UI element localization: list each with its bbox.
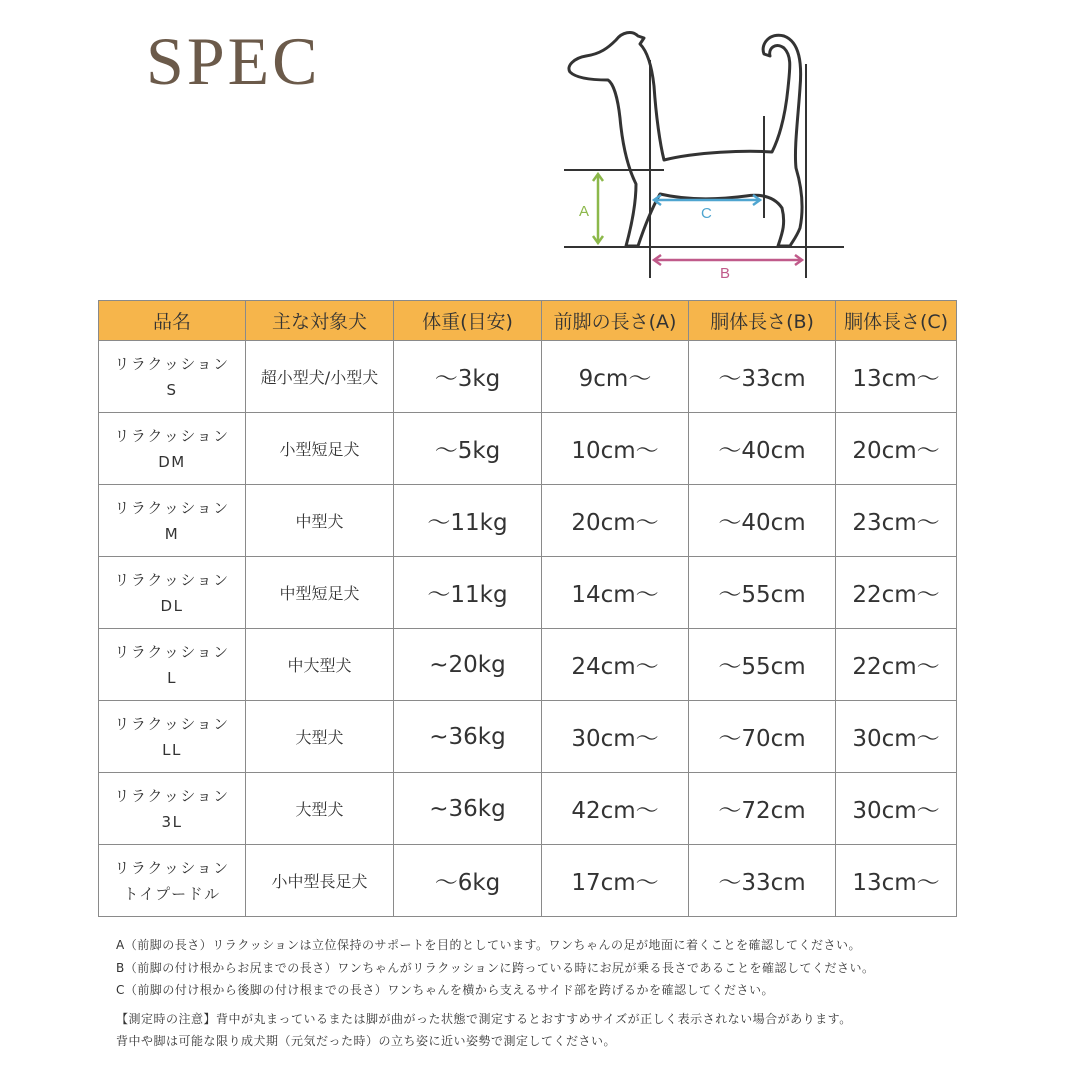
table-row xyxy=(99,629,957,701)
weight-cell: ~20kg xyxy=(394,629,542,701)
weight-cell: ～6kg xyxy=(394,845,542,917)
body-b-cell: ～70cm xyxy=(689,701,836,773)
target-dog-cell: 中型短足犬 xyxy=(246,557,394,629)
front-leg-cell: 42cm～ xyxy=(542,773,689,845)
weight-cell: ～5kg xyxy=(394,413,542,485)
caution-line-1: 【測定時の注意】背中が丸まっているまたは脚が曲がった状態で測定するとおすすめサイズが正しく表示されない場合があります。 xyxy=(116,1011,852,1026)
table-row xyxy=(99,557,957,629)
dog-silhouette-icon xyxy=(569,33,802,246)
table-row xyxy=(99,485,957,557)
body-c-cell: 13cm～ xyxy=(836,341,957,413)
product-name-cell: リラクッション LL xyxy=(99,701,246,773)
target-dog-cell: 中型犬 xyxy=(246,485,394,557)
note-a: A（前脚の長さ）リラクッションは立位保持のサポートを目的としています。ワンちゃんの足が地面に着くことを確認してください。 xyxy=(116,938,862,952)
front-leg-cell: 24cm～ xyxy=(542,629,689,701)
product-name-cell: リラクッション DM xyxy=(99,413,246,485)
label-c: C xyxy=(701,205,712,222)
product-name-cell: リラクッション 3L xyxy=(99,773,246,845)
body-b-cell: ～55cm xyxy=(689,557,836,629)
product-name-cell: リラクッション DL xyxy=(99,557,246,629)
header-product-name: 品名 xyxy=(99,301,246,341)
table-header-row xyxy=(99,301,957,341)
front-leg-cell: 10cm～ xyxy=(542,413,689,485)
target-dog-cell: 中大型犬 xyxy=(246,629,394,701)
body-b-cell: ～72cm xyxy=(689,773,836,845)
body-c-cell: 23cm～ xyxy=(836,485,957,557)
weight-cell: ～3kg xyxy=(394,341,542,413)
header-weight: 体重(目安) xyxy=(394,301,542,341)
target-dog-cell: 大型犬 xyxy=(246,773,394,845)
weight-cell: ~36kg xyxy=(394,773,542,845)
front-leg-cell: 14cm～ xyxy=(542,557,689,629)
body-c-cell: 22cm～ xyxy=(836,629,957,701)
body-b-cell: ～40cm xyxy=(689,485,836,557)
body-c-cell: 30cm～ xyxy=(836,701,957,773)
body-b-cell: ～55cm xyxy=(689,629,836,701)
table-row xyxy=(99,773,957,845)
front-leg-cell: 17cm～ xyxy=(542,845,689,917)
page-title: SPEC xyxy=(146,23,321,99)
table-row xyxy=(99,341,957,413)
body-c-cell: 20cm～ xyxy=(836,413,957,485)
front-leg-cell: 30cm～ xyxy=(542,701,689,773)
target-dog-cell: 大型犬 xyxy=(246,701,394,773)
target-dog-cell: 小型短足犬 xyxy=(246,413,394,485)
spec-table xyxy=(98,300,957,917)
label-b: B xyxy=(720,265,731,282)
header-target-dog: 主な対象犬 xyxy=(246,301,394,341)
front-leg-cell: 20cm～ xyxy=(542,485,689,557)
body-c-cell: 13cm～ xyxy=(836,845,957,917)
body-b-cell: ～33cm xyxy=(689,341,836,413)
weight-cell: ～11kg xyxy=(394,557,542,629)
header-body-length-b: 胴体長さ(B) xyxy=(689,301,836,341)
front-leg-cell: 9cm～ xyxy=(542,341,689,413)
table-row xyxy=(99,413,957,485)
table-row xyxy=(99,845,957,917)
body-c-cell: 22cm～ xyxy=(836,557,957,629)
body-c-cell: 30cm～ xyxy=(836,773,957,845)
dog-measurement-diagram xyxy=(556,28,856,290)
product-name-cell: リラクッション L xyxy=(99,629,246,701)
measurement-notes xyxy=(116,934,1016,1053)
note-c: C（前脚の付け根から後脚の付け根までの長さ）ワンちゃんを横から支えるサイド部を跨げるかを確認してください。 xyxy=(116,983,775,997)
product-name-cell: リラクッション トイプードル xyxy=(99,845,246,917)
caution-line-2: 背中や脚は可能な限り成犬期（元気だった時）の立ち姿に近い姿勢で測定してください。 xyxy=(116,1034,617,1048)
label-a: A xyxy=(579,203,590,220)
weight-cell: ~36kg xyxy=(394,701,542,773)
body-b-cell: ～40cm xyxy=(689,413,836,485)
target-dog-cell: 超小型犬/小型犬 xyxy=(246,341,394,413)
header-front-leg-length: 前脚の長さ(A) xyxy=(542,301,689,341)
note-b: B（前脚の付け根からお尻までの長さ）ワンちゃんがリラクッションに跨っている時にお尻が乗る長さであることを確認してください。 xyxy=(116,960,875,975)
target-dog-cell: 小中型長足犬 xyxy=(246,845,394,917)
header-body-length-c: 胴体長さ(C) xyxy=(836,301,957,341)
product-name-cell: リラクッション S xyxy=(99,341,246,413)
weight-cell: ～11kg xyxy=(394,485,542,557)
product-name-cell: リラクッション M xyxy=(99,485,246,557)
body-b-cell: ～33cm xyxy=(689,845,836,917)
table-row xyxy=(99,701,957,773)
